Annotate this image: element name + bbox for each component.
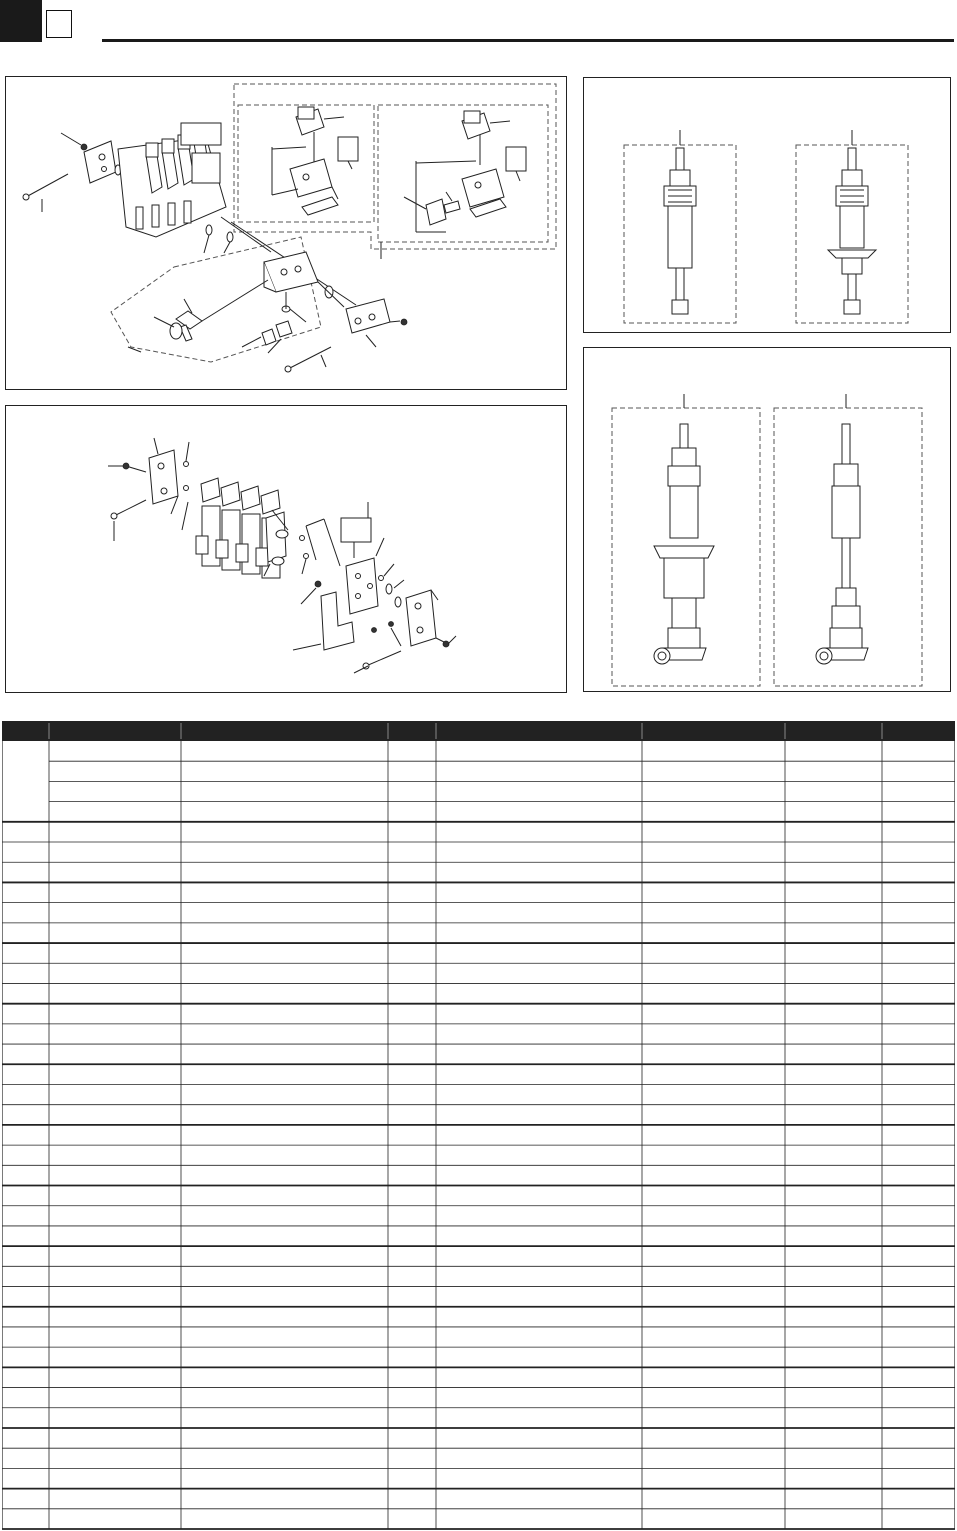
parts-table	[2, 721, 955, 1530]
valve-stack-exploded-panel	[5, 405, 567, 693]
cylinder-views-bottom-diagram	[584, 348, 952, 693]
table-header-row	[2, 721, 955, 741]
cylinder-views-bottom-panel	[583, 347, 951, 692]
valve-stack-exploded-diagram	[6, 406, 568, 694]
cylinder-assembly-b	[816, 424, 868, 664]
header-black-tab	[0, 0, 42, 42]
manifold-exploded-diagram	[6, 77, 568, 391]
cylinder-b	[828, 148, 876, 314]
cylinder-views-top-panel	[583, 77, 951, 333]
cylinder-views-top-diagram	[584, 78, 952, 334]
header-rule	[102, 39, 954, 42]
manifold-exploded-panel	[5, 76, 567, 390]
cylinder-a	[664, 148, 696, 314]
cylinder-assembly-a	[654, 424, 714, 664]
header-white-box	[46, 10, 72, 38]
